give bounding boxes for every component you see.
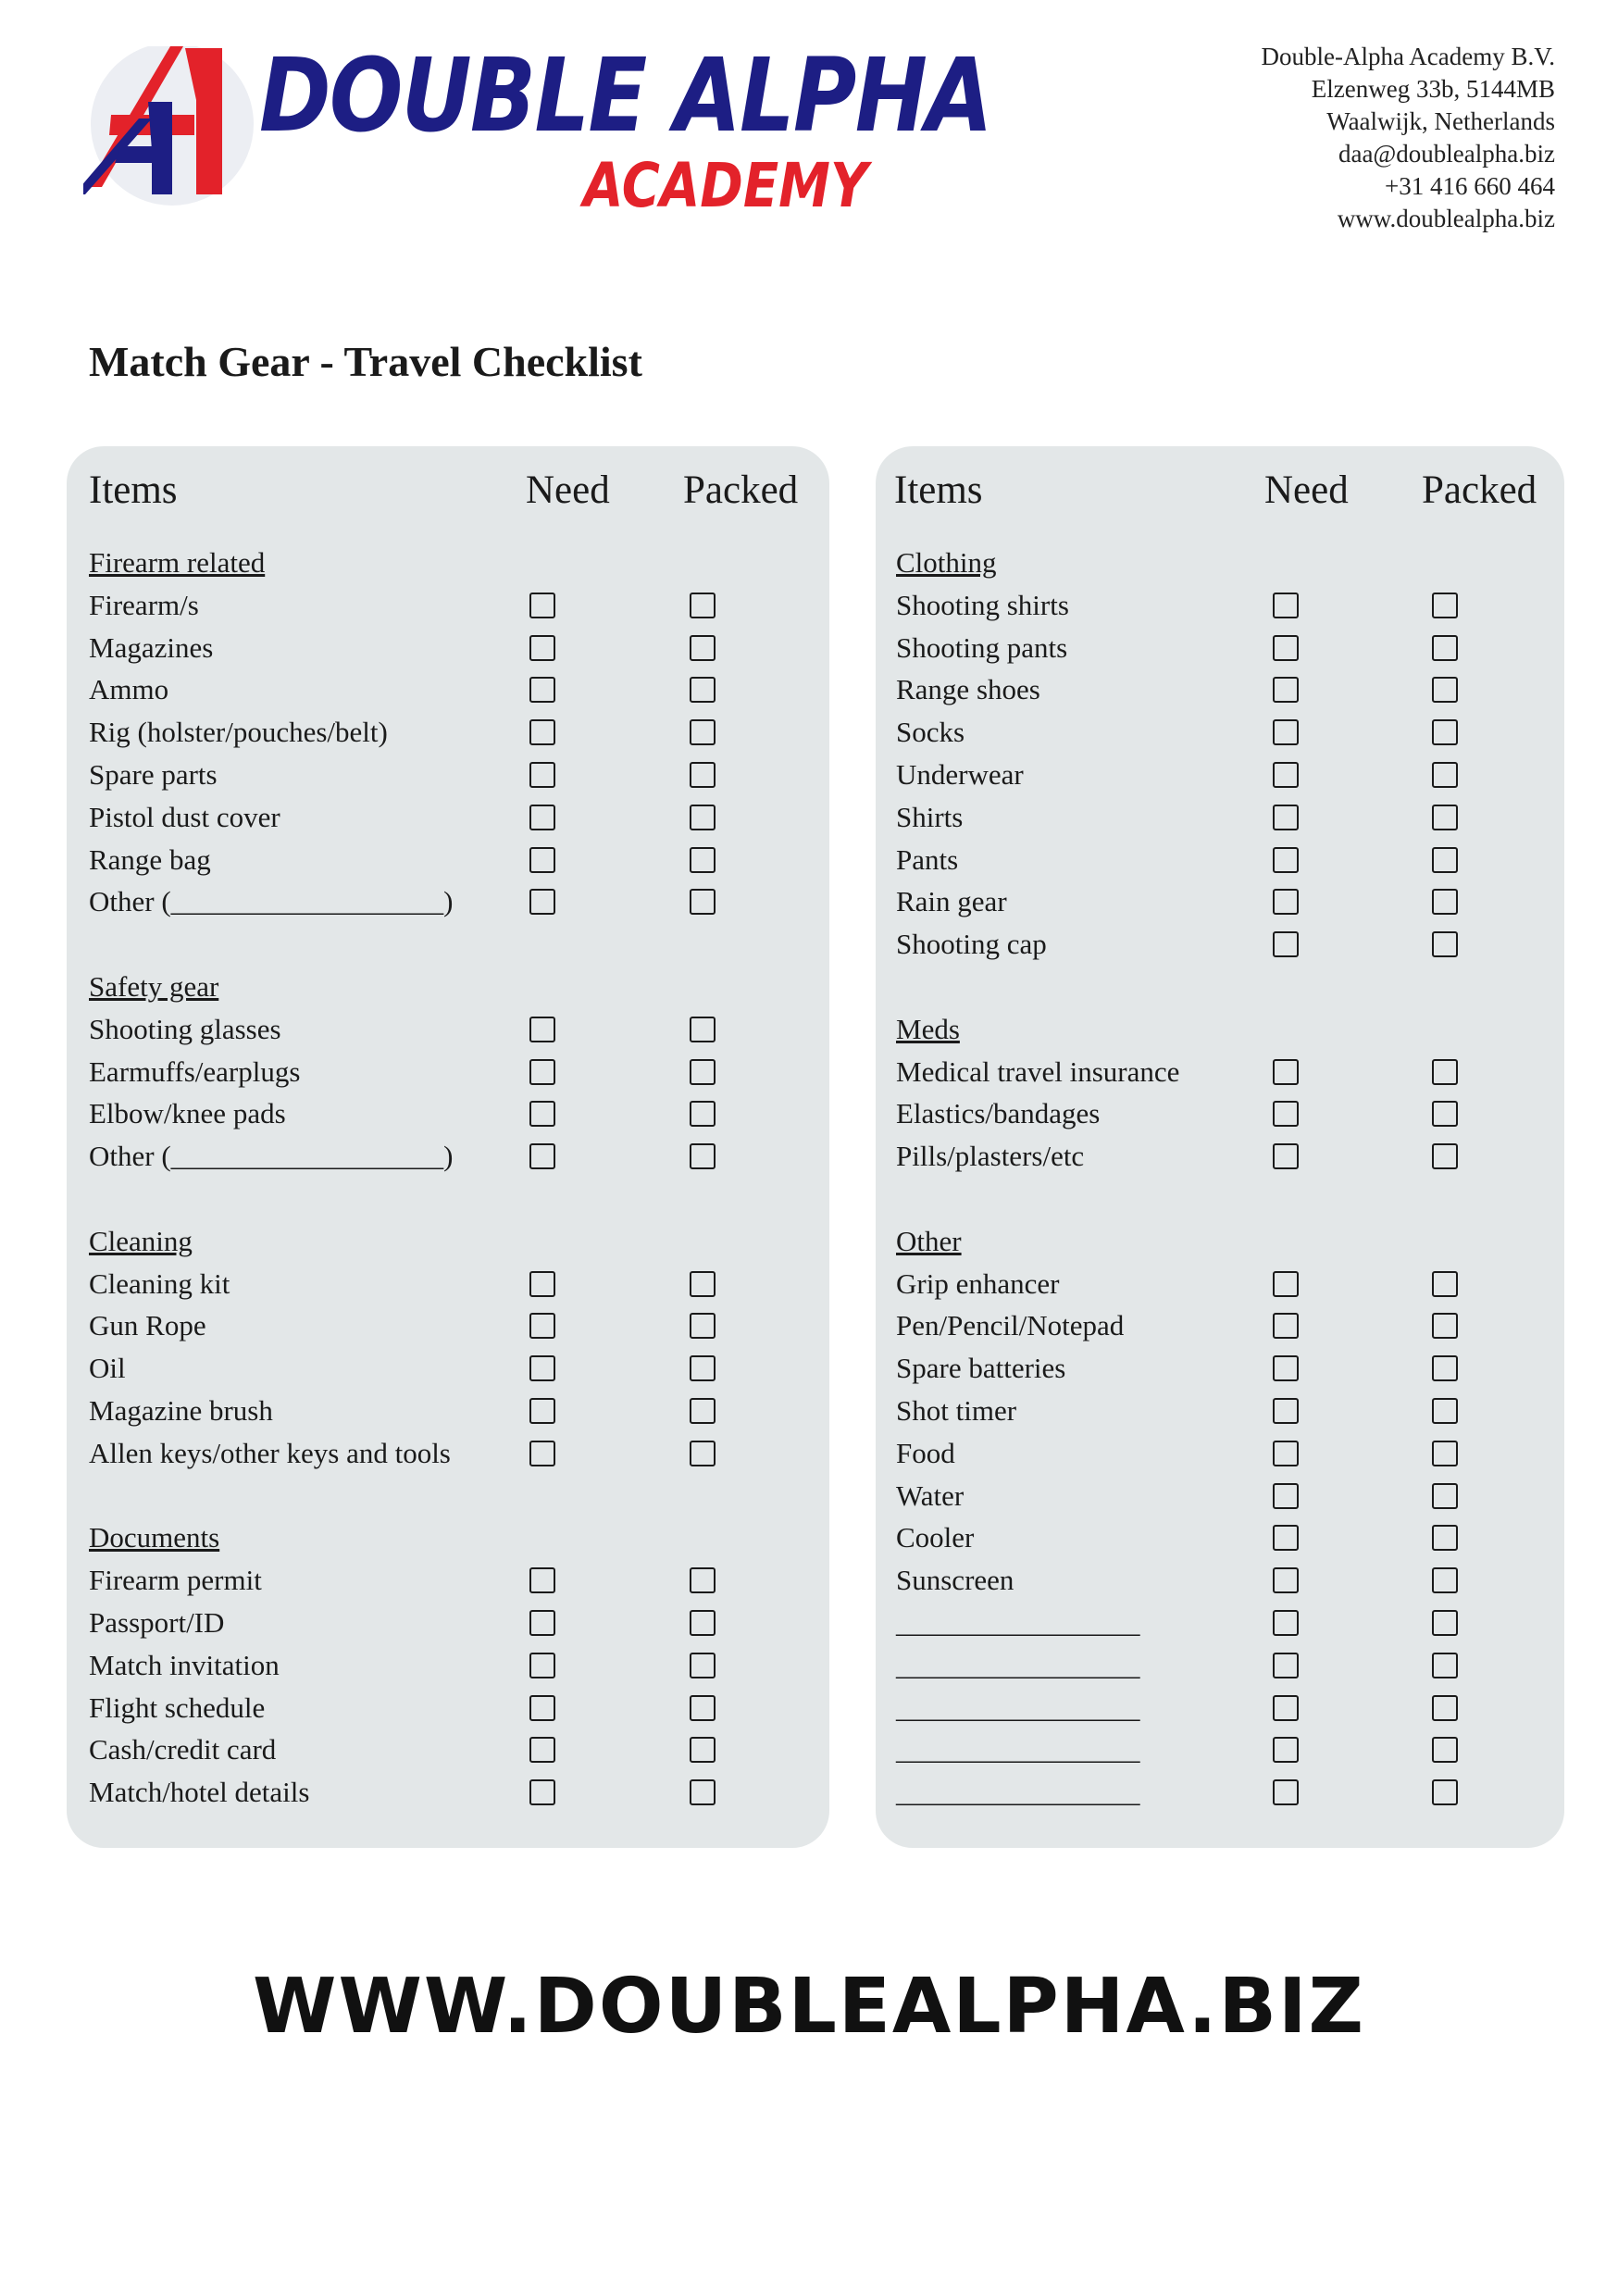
need-checkbox[interactable] <box>529 1398 555 1424</box>
need-checkbox[interactable] <box>529 1143 555 1169</box>
need-checkbox[interactable] <box>529 1313 555 1339</box>
item-label: Magazine brush <box>89 1394 273 1427</box>
item-label: Allen keys/other keys and tools <box>89 1436 451 1469</box>
item-label: Grip enhancer <box>896 1267 1060 1300</box>
item-label: Water <box>896 1479 965 1512</box>
packed-checkbox[interactable] <box>690 1567 716 1593</box>
item-label: Ammo <box>89 673 169 706</box>
need-checkbox[interactable] <box>1273 1483 1299 1509</box>
packed-checkbox[interactable] <box>690 1101 716 1127</box>
item-label: Shooting glasses <box>89 1012 281 1045</box>
need-checkbox[interactable] <box>529 593 555 618</box>
need-checkbox[interactable] <box>529 1059 555 1085</box>
phone-number: +31 416 660 464 <box>1385 172 1555 200</box>
packed-checkbox[interactable] <box>690 1441 716 1466</box>
section-heading: Safety gear <box>89 970 219 1003</box>
packed-checkbox[interactable] <box>1432 1779 1458 1805</box>
item-label: Elbow/knee pads <box>89 1097 286 1130</box>
need-checkbox[interactable] <box>1273 847 1299 873</box>
packed-checkbox[interactable] <box>1432 762 1458 788</box>
need-checkbox[interactable] <box>1273 1441 1299 1466</box>
left-packed-header: Packed <box>683 468 799 512</box>
need-checkbox[interactable] <box>529 1355 555 1381</box>
need-checkbox[interactable] <box>529 1695 555 1721</box>
packed-checkbox[interactable] <box>1432 677 1458 703</box>
packed-checkbox[interactable] <box>1432 1567 1458 1593</box>
section-heading: Meds <box>896 1012 960 1045</box>
need-checkbox[interactable] <box>1273 719 1299 745</box>
website: www.doublealpha.biz <box>1337 205 1555 232</box>
logo <box>83 36 991 230</box>
item-label: Rain gear <box>896 885 1007 918</box>
item-label: Pistol dust cover <box>89 800 280 833</box>
item-label: Range bag <box>89 842 211 876</box>
need-checkbox[interactable] <box>529 1271 555 1297</box>
item-label: Gun Rope <box>89 1309 206 1342</box>
need-checkbox[interactable] <box>529 719 555 745</box>
item-label: Underwear <box>896 758 1024 791</box>
packed-checkbox[interactable] <box>690 1313 716 1339</box>
packed-checkbox[interactable] <box>690 1271 716 1297</box>
packed-checkbox[interactable] <box>1432 1271 1458 1297</box>
item-label: Firearm permit <box>89 1564 262 1597</box>
need-checkbox[interactable] <box>1273 931 1299 957</box>
need-checkbox[interactable] <box>1273 1101 1299 1127</box>
item-label: Earmuffs/earplugs <box>89 1054 301 1088</box>
need-checkbox[interactable] <box>1273 1525 1299 1551</box>
packed-checkbox[interactable] <box>1432 889 1458 915</box>
need-checkbox[interactable] <box>529 847 555 873</box>
packed-checkbox[interactable] <box>690 1355 716 1381</box>
item-label: Match invitation <box>89 1648 280 1681</box>
email-address: daa@doublealpha.biz <box>1338 140 1555 168</box>
need-checkbox[interactable] <box>529 1017 555 1042</box>
packed-checkbox[interactable] <box>690 1143 716 1169</box>
packed-checkbox[interactable] <box>1432 1101 1458 1127</box>
footer-website: WWW.DOUBLEALPHA.BIZ <box>253 1963 1365 2051</box>
section-heading: Firearm related <box>89 546 266 579</box>
packed-checkbox[interactable] <box>1432 1398 1458 1424</box>
item-label: Spare parts <box>89 758 218 791</box>
page-title: Match Gear - Travel Checklist <box>89 338 642 385</box>
item-label: Shirts <box>896 800 964 833</box>
item-label: Magazines <box>89 630 214 664</box>
need-checkbox[interactable] <box>1273 1143 1299 1169</box>
need-checkbox[interactable] <box>1273 1695 1299 1721</box>
item-label: _________________ <box>896 1733 1140 1766</box>
item-label: Pants <box>896 842 959 876</box>
packed-checkbox[interactable] <box>690 762 716 788</box>
section-heading: Other <box>896 1224 962 1257</box>
item-label: Shooting shirts <box>896 588 1069 621</box>
item-label: Passport/ID <box>89 1606 225 1639</box>
packed-checkbox[interactable] <box>690 719 716 745</box>
need-checkbox[interactable] <box>1273 1653 1299 1678</box>
item-label: Pen/Pencil/Notepad <box>896 1309 1125 1342</box>
need-checkbox[interactable] <box>1273 677 1299 703</box>
item-label: Cleaning kit <box>89 1267 230 1300</box>
need-checkbox[interactable] <box>529 1779 555 1805</box>
packed-checkbox[interactable] <box>1432 931 1458 957</box>
packed-checkbox[interactable] <box>1432 1355 1458 1381</box>
need-checkbox[interactable] <box>529 805 555 830</box>
left-items-header: Items <box>89 468 178 512</box>
need-checkbox[interactable] <box>529 1441 555 1466</box>
need-checkbox[interactable] <box>1273 1355 1299 1381</box>
need-checkbox[interactable] <box>1273 1779 1299 1805</box>
need-checkbox[interactable] <box>529 1101 555 1127</box>
need-checkbox[interactable] <box>529 677 555 703</box>
packed-checkbox[interactable] <box>690 635 716 661</box>
item-label: Flight schedule <box>89 1691 266 1724</box>
item-label: Pills/plasters/etc <box>896 1140 1085 1173</box>
section-heading: Cleaning <box>89 1224 193 1257</box>
packed-checkbox[interactable] <box>1432 805 1458 830</box>
item-label: Shooting pants <box>896 630 1068 664</box>
packed-checkbox[interactable] <box>690 1610 716 1636</box>
packed-checkbox[interactable] <box>690 677 716 703</box>
item-label: _________________ <box>896 1606 1140 1639</box>
packed-checkbox[interactable] <box>690 1779 716 1805</box>
packed-checkbox[interactable] <box>690 1653 716 1678</box>
packed-checkbox[interactable] <box>690 1398 716 1424</box>
packed-checkbox[interactable] <box>690 805 716 830</box>
item-label: Match/hotel details <box>89 1776 310 1809</box>
item-label: Shot timer <box>896 1394 1017 1427</box>
need-checkbox[interactable] <box>1273 1737 1299 1763</box>
packed-checkbox[interactable] <box>1432 1483 1458 1509</box>
section-heading: Clothing <box>896 546 997 579</box>
item-label: Elastics/bandages <box>896 1097 1101 1130</box>
item-label: Range shoes <box>896 673 1040 706</box>
need-checkbox[interactable] <box>1273 1313 1299 1339</box>
logo-subtitle: ACADEMY <box>583 150 868 221</box>
need-checkbox[interactable] <box>529 762 555 788</box>
packed-checkbox[interactable] <box>1432 1313 1458 1339</box>
street-address: Elzenweg 33b, 5144MB <box>1311 75 1555 103</box>
item-label: _________________ <box>896 1776 1140 1809</box>
need-checkbox[interactable] <box>1273 1059 1299 1085</box>
need-checkbox[interactable] <box>529 1567 555 1593</box>
need-checkbox[interactable] <box>529 889 555 915</box>
packed-checkbox[interactable] <box>1432 593 1458 618</box>
company-name: Double-Alpha Academy B.V. <box>1261 43 1555 70</box>
packed-checkbox[interactable] <box>1432 1441 1458 1466</box>
item-label: Other (___________________) <box>89 885 454 918</box>
packed-checkbox[interactable] <box>1432 1653 1458 1678</box>
need-checkbox[interactable] <box>529 1610 555 1636</box>
item-label: Medical travel insurance <box>896 1054 1180 1088</box>
item-label: Food <box>896 1436 955 1469</box>
packed-checkbox[interactable] <box>690 593 716 618</box>
item-label: Other (___________________) <box>89 1140 454 1173</box>
need-checkbox[interactable] <box>1273 635 1299 661</box>
item-label: Oil <box>89 1352 126 1385</box>
city-country: Waalwijk, Netherlands <box>1326 107 1555 135</box>
packed-checkbox[interactable] <box>690 1017 716 1042</box>
packed-checkbox[interactable] <box>1432 1610 1458 1636</box>
right-need-header: Need <box>1264 468 1349 512</box>
need-checkbox[interactable] <box>1273 1398 1299 1424</box>
packed-checkbox[interactable] <box>1432 1525 1458 1551</box>
need-checkbox[interactable] <box>1273 1610 1299 1636</box>
packed-checkbox[interactable] <box>690 847 716 873</box>
packed-checkbox[interactable] <box>690 1737 716 1763</box>
packed-checkbox[interactable] <box>690 889 716 915</box>
item-label: Socks <box>896 716 965 749</box>
packed-checkbox[interactable] <box>1432 847 1458 873</box>
packed-checkbox[interactable] <box>1432 1059 1458 1085</box>
packed-checkbox[interactable] <box>1432 1695 1458 1721</box>
section-heading: Documents <box>89 1521 220 1554</box>
right-packed-header: Packed <box>1422 468 1537 512</box>
item-label: Cooler <box>896 1521 975 1554</box>
item-label: Cash/credit card <box>89 1733 277 1766</box>
left-need-header: Need <box>526 468 610 512</box>
need-checkbox[interactable] <box>1273 593 1299 618</box>
need-checkbox[interactable] <box>529 635 555 661</box>
item-label: Shooting cap <box>896 928 1047 961</box>
item-label: Sunscreen <box>896 1564 1014 1597</box>
right-items-header: Items <box>894 468 983 512</box>
packed-checkbox[interactable] <box>690 1695 716 1721</box>
need-checkbox[interactable] <box>529 1653 555 1678</box>
item-label: Firearm/s <box>89 588 199 621</box>
logo-wordmark: DOUBLE ALPHA <box>259 36 991 155</box>
need-checkbox[interactable] <box>1273 1567 1299 1593</box>
item-label: _________________ <box>896 1691 1140 1724</box>
packed-checkbox[interactable] <box>1432 1737 1458 1763</box>
packed-checkbox[interactable] <box>690 1059 716 1085</box>
need-checkbox[interactable] <box>1273 889 1299 915</box>
need-checkbox[interactable] <box>1273 762 1299 788</box>
item-label: _________________ <box>896 1648 1140 1681</box>
packed-checkbox[interactable] <box>1432 635 1458 661</box>
item-label: Spare batteries <box>896 1352 1066 1385</box>
packed-checkbox[interactable] <box>1432 1143 1458 1169</box>
need-checkbox[interactable] <box>1273 1271 1299 1297</box>
need-checkbox[interactable] <box>1273 805 1299 830</box>
packed-checkbox[interactable] <box>1432 719 1458 745</box>
company-address <box>1262 41 1555 235</box>
item-label: Rig (holster/pouches/belt) <box>89 716 388 749</box>
need-checkbox[interactable] <box>529 1737 555 1763</box>
